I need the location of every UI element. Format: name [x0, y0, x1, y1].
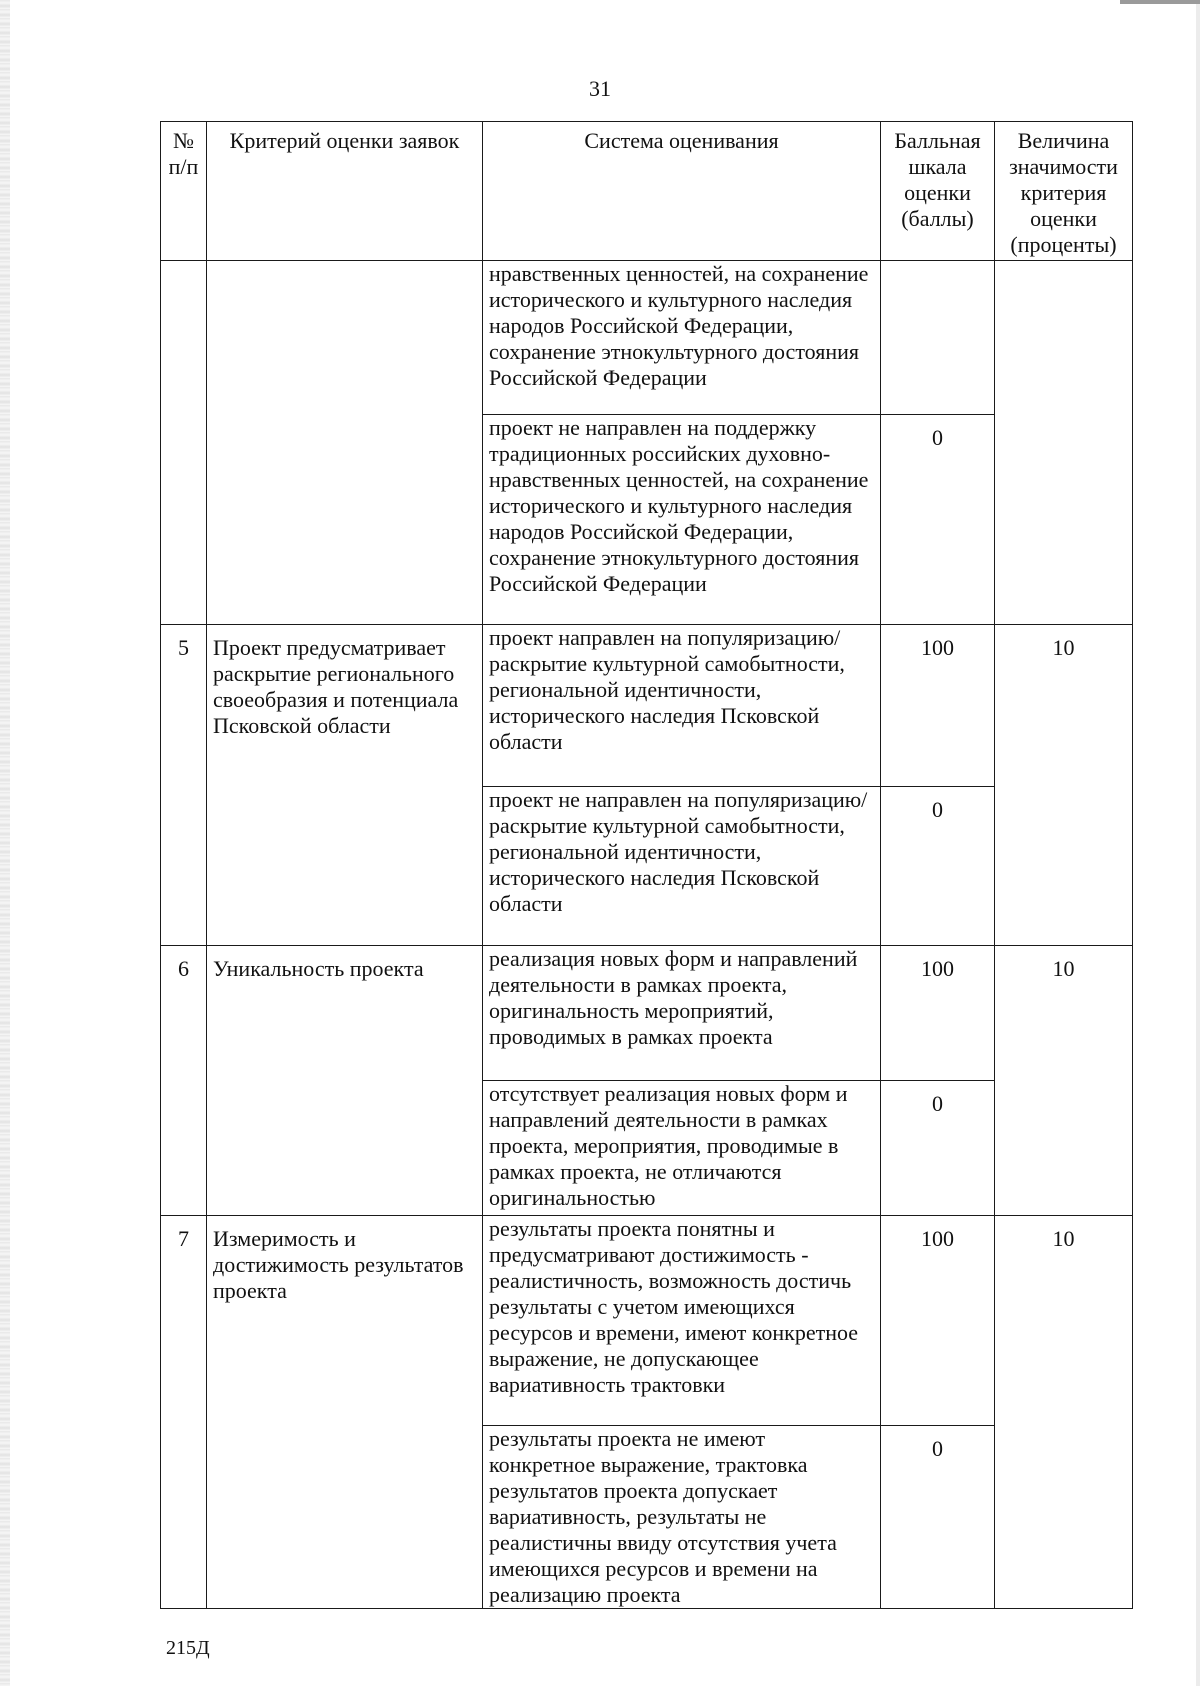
weight-cell: 10: [995, 946, 1133, 1216]
criteria-table: [160, 121, 1133, 1609]
weight-cell: 10: [995, 625, 1133, 946]
scan-corner-mark: [1120, 0, 1200, 4]
system-cell: проект не направлен на поддержку традиционных российских духовно-нравственных ценностей, на сохранение исторического и культурного наследия народов Российской Федерации, сохранение этнокультурного достояния Российской Федерации: [483, 415, 881, 625]
table-row: [161, 261, 1133, 415]
system-cell: отсутствует реализация новых форм и направлений деятельности в рамках проекта, мероприятия, проводимые в рамках проекта, не отличаются оригинальностью: [483, 1081, 881, 1216]
score-cell: [881, 261, 995, 415]
num-cell: 7: [161, 1216, 207, 1609]
criterion-cell: Проект предусматривает раскрытие регионального своеобразия и потенциала Псковской области: [207, 625, 483, 946]
num-cell: [161, 261, 207, 625]
score-cell: 0: [881, 1081, 995, 1216]
score-cell: 0: [881, 415, 995, 625]
score-cell: 100: [881, 946, 995, 1081]
num-cell: 5: [161, 625, 207, 946]
scan-edge-right: [1196, 0, 1200, 1686]
system-cell: результаты проекта понятны и предусматривают достижимость - реалистичность, возможность достичь результаты с учетом имеющихся ресурсов и времени, имеют конкретное выражение, не допускающее вариативность трактовки: [483, 1216, 881, 1426]
system-cell: реализация новых форм и направлений деятельности в рамках проекта, оригинальность мероприятий, проводимых в рамках проекта: [483, 946, 881, 1081]
criterion-cell: Измеримость и достижимость результатов проекта: [207, 1216, 483, 1609]
weight-cell: 10: [995, 1216, 1133, 1609]
score-cell: 100: [881, 625, 995, 787]
score-cell: 0: [881, 1426, 995, 1609]
header-criterion: Критерий оценки заявок: [207, 122, 483, 261]
score-cell: 100: [881, 1216, 995, 1426]
num-cell: 6: [161, 946, 207, 1216]
score-cell: 0: [881, 787, 995, 946]
system-cell: проект не направлен на популяризацию/раскрытие культурной самобытности, региональной идентичности, исторического наследия Псковской области: [483, 787, 881, 946]
header-weight: Величина значимости критерия оценки (проценты): [995, 122, 1133, 261]
header-score: Балльная шкала оценки (баллы): [881, 122, 995, 261]
document-code: 215Д: [166, 1637, 210, 1659]
table-row: [161, 625, 1133, 787]
criterion-cell: [207, 261, 483, 625]
table-row: [161, 946, 1133, 1081]
criterion-cell: Уникальность проекта: [207, 946, 483, 1216]
scan-edge-left: [0, 0, 10, 1686]
table-row: [161, 1216, 1133, 1426]
system-cell: проект направлен на популяризацию/раскрытие культурной самобытности, региональной идентичности, исторического наследия Псковской области: [483, 625, 881, 787]
system-cell: нравственных ценностей, на сохранение исторического и культурного наследия народов Российской Федерации, сохранение этнокультурного достояния Российской Федерации: [483, 261, 881, 415]
weight-cell: [995, 261, 1133, 625]
header-system: Система оценивания: [483, 122, 881, 261]
header-num: № п/п: [161, 122, 207, 261]
system-cell: результаты проекта не имеют конкретное выражение, трактовка результатов проекта допускает вариативность, результаты не реалистичны ввиду отсутствия учета имеющихся ресурсов и времени на реализацию проекта: [483, 1426, 881, 1609]
page-number: 31: [589, 76, 611, 101]
table-header-row: [161, 122, 1133, 261]
